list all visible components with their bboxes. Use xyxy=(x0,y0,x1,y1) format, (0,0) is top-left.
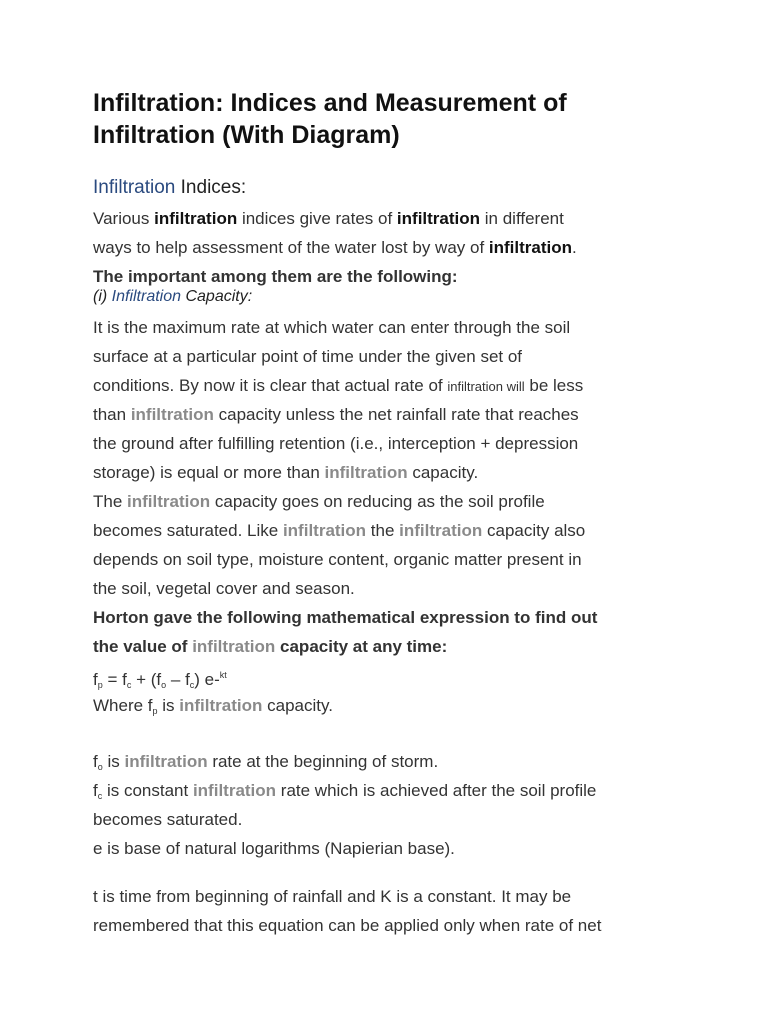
infiltration-link[interactable]: Infiltration xyxy=(111,288,182,305)
para1-line-1: It is the maximum rate at which water can enter through the soil xyxy=(93,318,571,337)
para1-line-5: the ground after fulfilling retention (i.e., interception + depression xyxy=(93,434,579,453)
intro-line-2: ways to help assessment of the water lost by way of infiltration. xyxy=(93,238,577,257)
article xyxy=(93,87,693,935)
para2-line-4: the soil, vegetal cover and season. xyxy=(93,579,355,598)
final-line-2: remembered that this equation can be applied only when rate of net xyxy=(93,916,602,935)
final-line-1: t is time from beginning of rainfall and K is a constant. It may be xyxy=(93,887,572,906)
intro-line-1: Various infiltration indices give rates of infiltration in different xyxy=(93,209,564,228)
capacity-heading: (i) Infiltration Capacity: xyxy=(93,288,253,305)
para1-line-6: storage) is equal or more than infiltration capacity. xyxy=(93,463,479,482)
para1-line-4: than infiltration capacity unless the net rainfall rate that reaches xyxy=(93,405,579,424)
definition-fc: $f_c$ is constant infiltration rate which is achieved after the soil profile xyxy=(93,781,597,801)
definition-fo: $f_o$ is infiltration rate at the beginning of storm. xyxy=(93,752,439,772)
where-line: Where $f_p$ is infiltration capacity. xyxy=(93,696,333,716)
para2-line-1: The infiltration capacity goes on reducing as the soil profile xyxy=(93,492,545,511)
horton-line-1: Horton gave the following mathematical expression to find out xyxy=(93,608,598,627)
important-heading: The important among them are the following: xyxy=(93,267,458,286)
para2-line-2: becomes saturated. Like infiltration the infiltration capacity also xyxy=(93,521,586,540)
section-heading-infiltration-indices: Infiltration Indices: xyxy=(93,177,247,198)
para1-line-3: conditions. By now it is clear that actual rate of infiltration will be less xyxy=(93,376,584,395)
horton-formula: $f_p = f_c + (f_o - f_c)$ e-$^{kt}$ xyxy=(93,670,227,690)
para2-line-3: depends on soil type, moisture content, organic matter present in xyxy=(93,550,582,569)
para1-line-2: surface at a particular point of time under the given set of xyxy=(93,347,523,366)
horton-line-2: the value of infiltration capacity at any time: xyxy=(93,637,448,656)
definition-e: e is base of natural logarithms (Napierian base). xyxy=(93,839,455,858)
definition-fc-line-2: becomes saturated. xyxy=(93,810,243,829)
infiltration-link[interactable]: Infiltration xyxy=(93,177,176,198)
page-title: Infiltration: Indices and Measurement of Infiltration (With Diagram) xyxy=(93,89,567,149)
